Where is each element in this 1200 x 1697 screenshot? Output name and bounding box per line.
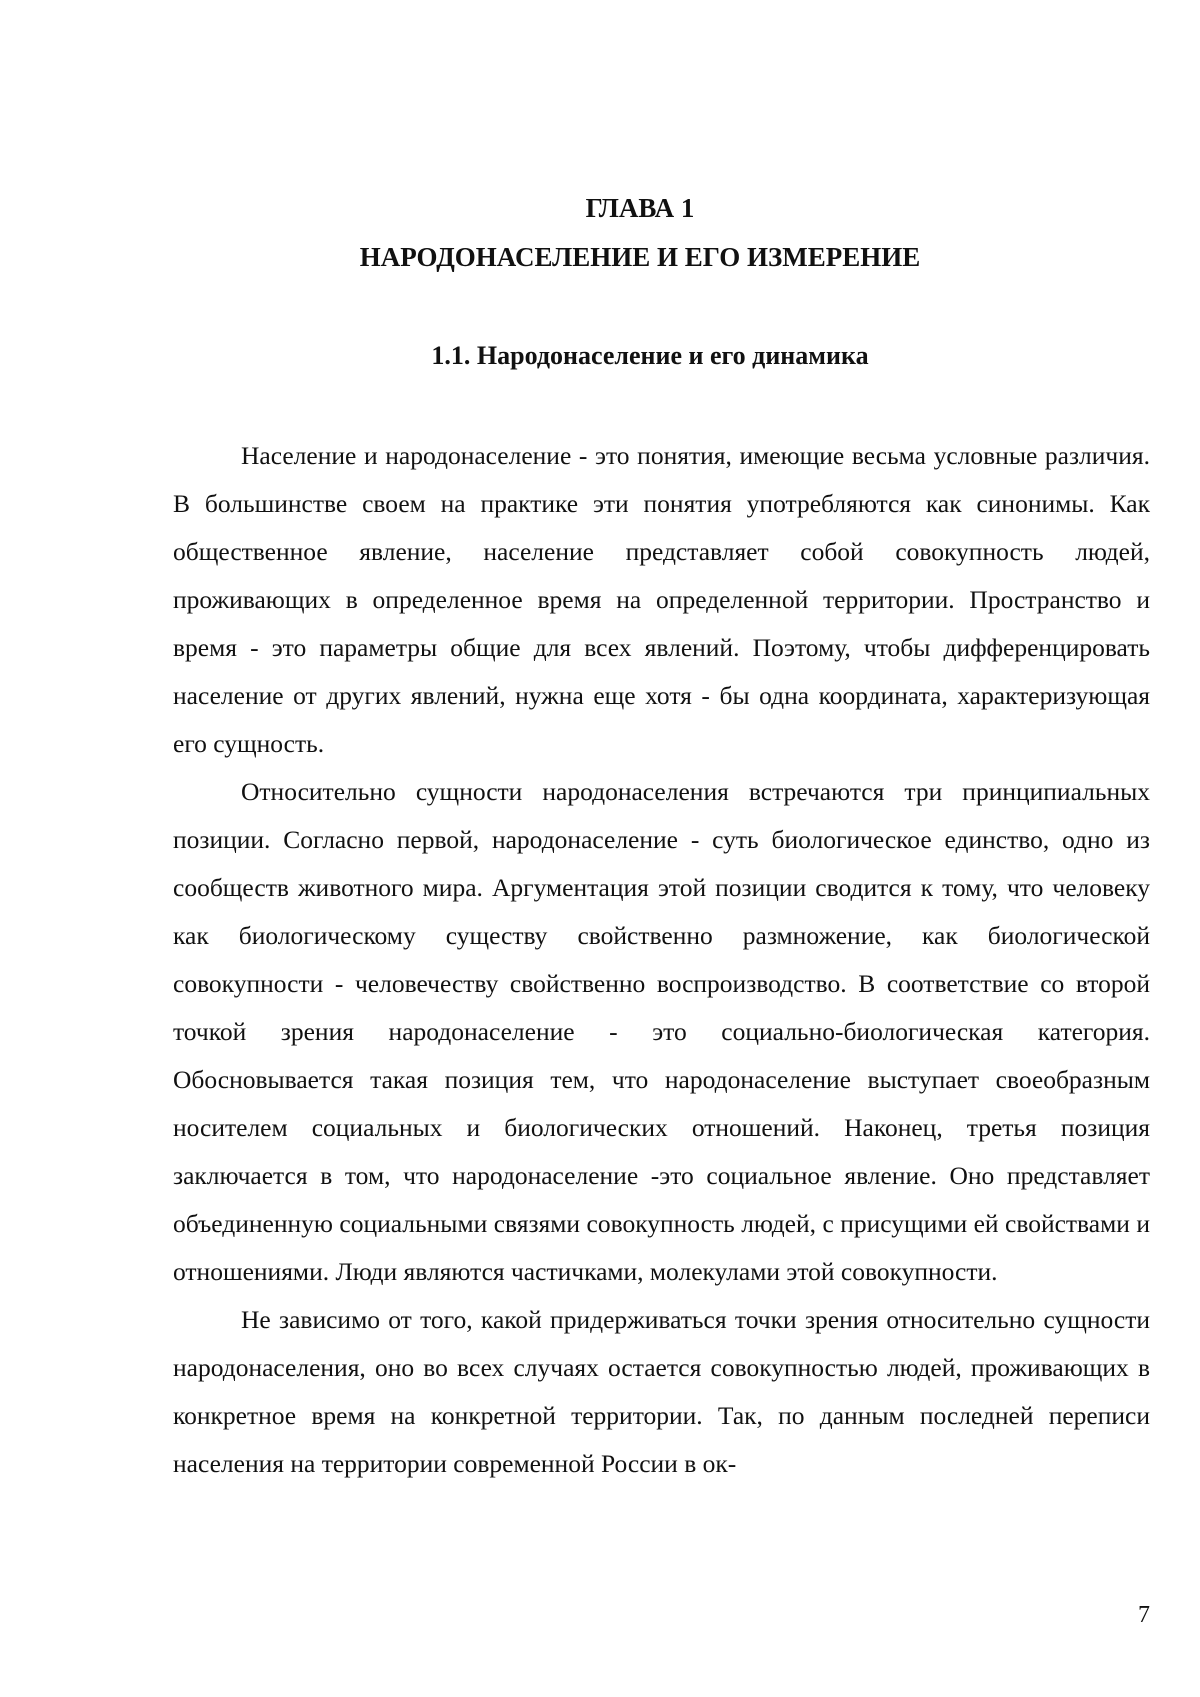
paragraph-3: Не зависимо от того, какой придерживаться точки зрения относительно сущности народонаселения, оно во всех случаях остается совокупностью людей, проживающих в конкретное время на конкретной территории. Так, по данным последней переписи населения на территории современной России в ок- [173, 1305, 1150, 1478]
body-text [173, 432, 1150, 1488]
chapter-label: ГЛАВА 1 [585, 193, 695, 223]
paragraph-2: Относительно сущности народонаселения встречаются три принципиальных позиции. Согласно первой, народонаселение - суть биологическое единство, одно из сообществ животного мира. Аргументация этой позиции сводится к тому, что человеку как биологическому существу свойственно размножение, как биологической совокупности - человечеству свойственно воспроизводство. В соответствие со второй точкой зрения народонаселение - это социально-биологическая категория. Обосновывается такая позиция тем, что народонаселение выступает своеобразным носителем социальных и биологических отношений. Наконец, третья позиция заключается в том, что народонаселение -это социальное явление. Оно представляет объединенную социальными связями совокупность людей, с присущими ей свойствами и отношениями. Люди являются частичками, молекулами этой совокупности. [173, 777, 1150, 1286]
chapter-title: НАРОДОНАСЕЛЕНИЕ И ЕГО ИЗМЕРЕНИЕ [359, 242, 921, 272]
section-title: 1.1. Народонаселение и его динамика [431, 341, 869, 370]
paragraph-1: Население и народонаселение - это понятия, имеющие весьма условные различия. В большинстве своем на практике эти понятия употребляются как синонимы. Как общественное явление, население представляет собой совокупность людей, проживающих в определенное время на определенной территории. Пространство и время - это параметры общие для всех явлений. Поэтому, чтобы дифференцировать население от других явлений, нужна еще хотя - бы одна координата, характеризующая его сущность. [173, 441, 1150, 758]
page-number: 7 [1138, 1602, 1150, 1628]
